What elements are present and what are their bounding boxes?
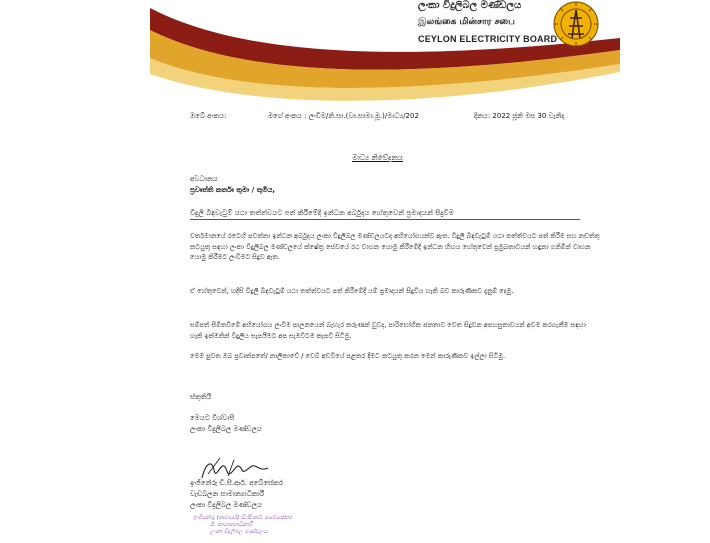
- our-reference: මගේ අංකය : ලංවිම/නි.සා.(වෘ.සාමා.මූ.)/මාධ්‍ය/202: [268, 112, 419, 120]
- closing-thanks: ස්තුතියි: [190, 393, 212, 401]
- signatory-title: වැඩබලන සාමාන්‍යාධිකාරී: [190, 490, 264, 498]
- official-stamp-line-2: ජී. සාමාන්‍යාධිකාරී: [210, 522, 253, 528]
- your-reference: ඔබේ අංකය:: [190, 112, 227, 120]
- attention-label: අවධානය: [190, 175, 218, 183]
- ceb-logo-icon: [552, 0, 600, 48]
- body-paragraph-1: වර්තමානයේ රටෙහි පවත්නා ඉන්ධන අර්බුදය ලංකා විදුලිබල මණ්ඩලයටද අභියෝගයක්ව ඇත. විදුලි බිඳවැටුම් යථා තත්ත්වයට පත් කිරීම සහ නඩත්තු කටයුතු සඳහා ලංකා විදුලිබල මණ්ඩලයේ ක්ෂේත්‍ර සේවයේ රථ වාහන යොමු කිරීමේදී ඉන්ධන හිඟය හේතුවෙන් ප්‍රමුඛතාවයන් හඳුනා ගනිමින් වාහන යොමු කිරීමට ලංවිමට සිදුව ඇත.: [190, 232, 600, 261]
- sender-line-2: ලංකා විදුලිබල මණ්ඩලය: [190, 425, 262, 433]
- org-name-english: CEYLON ELECTRICITY BOARD: [418, 34, 558, 44]
- subject-line: විදුලි බිඳවැටුම් යථා තත්ත්වයට පත් කිරීමේදී ඉන්ධන අර්බුදය හේතුවෙන් ප්‍රමාදයන් සිදුවීම: [190, 207, 580, 220]
- document-heading: මාධ්‍ය නිවේදනය: [352, 153, 403, 162]
- letterhead-swoosh: [0, 0, 710, 110]
- signatory-name: ඉංජිනේරු ඩී.සී.ආර්. අබේසේකර: [190, 479, 284, 487]
- org-name-sinhala: ලංකා විදුලිබල මණ්ඩලය: [418, 0, 522, 11]
- sender-line-1: මෙයට විශ්වාසී: [190, 414, 235, 422]
- body-paragraph-3: සම්පත් සීමිතවීමේ අභියෝගය ලංවිම පාලනයෙන් බැහැර කරුණක් වුවද, පාරිභෝගික ජනතාව වෙත සිදුවන අපහසුතාවයන් අවම කරගැනීම සඳහා හැකි ඉක්මනින් විදුලිය සැපයීමට අප සැමවිටම කැපවී සිටිමු.: [190, 321, 586, 340]
- recipient: ප්‍රවෘත්ති කර්තෘ තුමා / තුමිය,: [190, 186, 276, 194]
- body-paragraph-2: ඒ හේතුවෙන්, හදිසි විදුලි බිඳවැටුම් යථා තත්ත්වයට පත් කිරීමේදී යම් ප්‍රමාදයන් සිදුවිය හැකි බව කාරුණිකව දැනුම් දෙමු.: [190, 287, 514, 295]
- signatory-org: ලංකා විදුලිබල මණ්ඩලය: [190, 501, 262, 509]
- date: දිනය: 2022 ජූනි මස 30 වැනිදා: [474, 112, 565, 120]
- body-paragraph-4: මෙම පුවත ඔබ ප්‍රවෘත්පතේ/ නාලිකාවේ / වෙබ් අඩවියේ පළකර දීමට කටයුතු කරන මෙන් කාරුණිකව ඉල්ලා සිටිමු.: [190, 352, 506, 360]
- org-name-tamil: இலங்கை மின்சார சபை: [418, 17, 515, 27]
- official-stamp-line-3: ලංකා විදුලිබල මණ්ඩලය: [210, 529, 268, 535]
- official-stamp-line-1: ඉංජිනේරු (ආචාර්ය) ඩී.සී.ආර්. අබේසේකර: [193, 515, 292, 521]
